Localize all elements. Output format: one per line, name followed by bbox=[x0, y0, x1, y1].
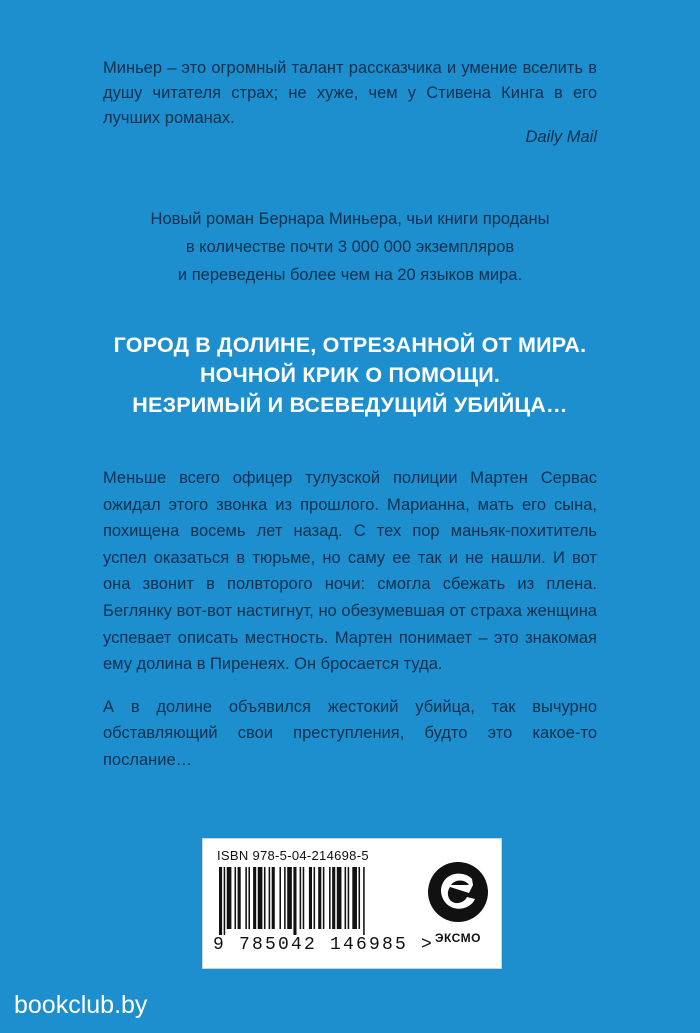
synopsis bbox=[103, 465, 597, 774]
tagline-line: ГОРОД В ДОЛИНЕ, ОТРЕЗАННОЙ ОТ МИРА. bbox=[113, 333, 587, 357]
isbn-label: ISBN 978-5-04-214698-5 bbox=[217, 848, 369, 863]
review-source: Daily Mail bbox=[525, 128, 597, 146]
publisher-name: ЭКСМО bbox=[434, 931, 482, 945]
barcode-number: 9 785042 146985 > bbox=[213, 935, 435, 955]
synopsis-paragraph: Меньше всего офицер тулузской полиции Мартен Сервас ожидал этого звонка из прошлого. Марианна, мать его сына, похищена восемь лет назад. С тех пор маньяк-похититель успел оказаться в тюрьме, но саму ее так и не нашли. И вот она звонит в полвторого ночи: смогла сбежать из плена. Беглянку вот-вот настигнут, но обезумевшая от страха женщина успевает описать местность. Мартен понимает – это знакомая ему долина в Пиренеях. Он бросается туда. bbox=[103, 469, 597, 674]
tagline-line: НОЧНОЙ КРИК О ПОМОЩИ. bbox=[199, 363, 501, 387]
blurb-line: и переведены более чем на 20 языков мира. bbox=[177, 266, 523, 284]
eksmo-logo-icon bbox=[425, 859, 491, 925]
tagline-line: НЕЗРИМЫЙ И ВСЕВЕДУЩИЙ УБИЙЦА… bbox=[132, 393, 568, 417]
synopsis-paragraph: А в долине объявился жестокий убийца, так вычурно обставляющий свои преступления, будто это какое-то послание… bbox=[103, 697, 597, 769]
sales-blurb bbox=[103, 205, 597, 289]
blurb-line: Новый роман Бернара Миньера, чьи книги проданы bbox=[150, 210, 550, 228]
barcode-panel bbox=[202, 838, 502, 969]
barcode-icon bbox=[217, 867, 407, 935]
tagline bbox=[80, 330, 620, 420]
blurb-line: в количестве почти 3 000 000 экземпляров bbox=[185, 238, 515, 256]
review-quote: Миньер – это огромный талант рассказчика и умение вселить в душу читателя страх; не хуже, чем у Стивена Кинга в его лучших романах. bbox=[103, 59, 597, 127]
site-watermark[interactable]: bookclub.by bbox=[14, 991, 148, 1019]
